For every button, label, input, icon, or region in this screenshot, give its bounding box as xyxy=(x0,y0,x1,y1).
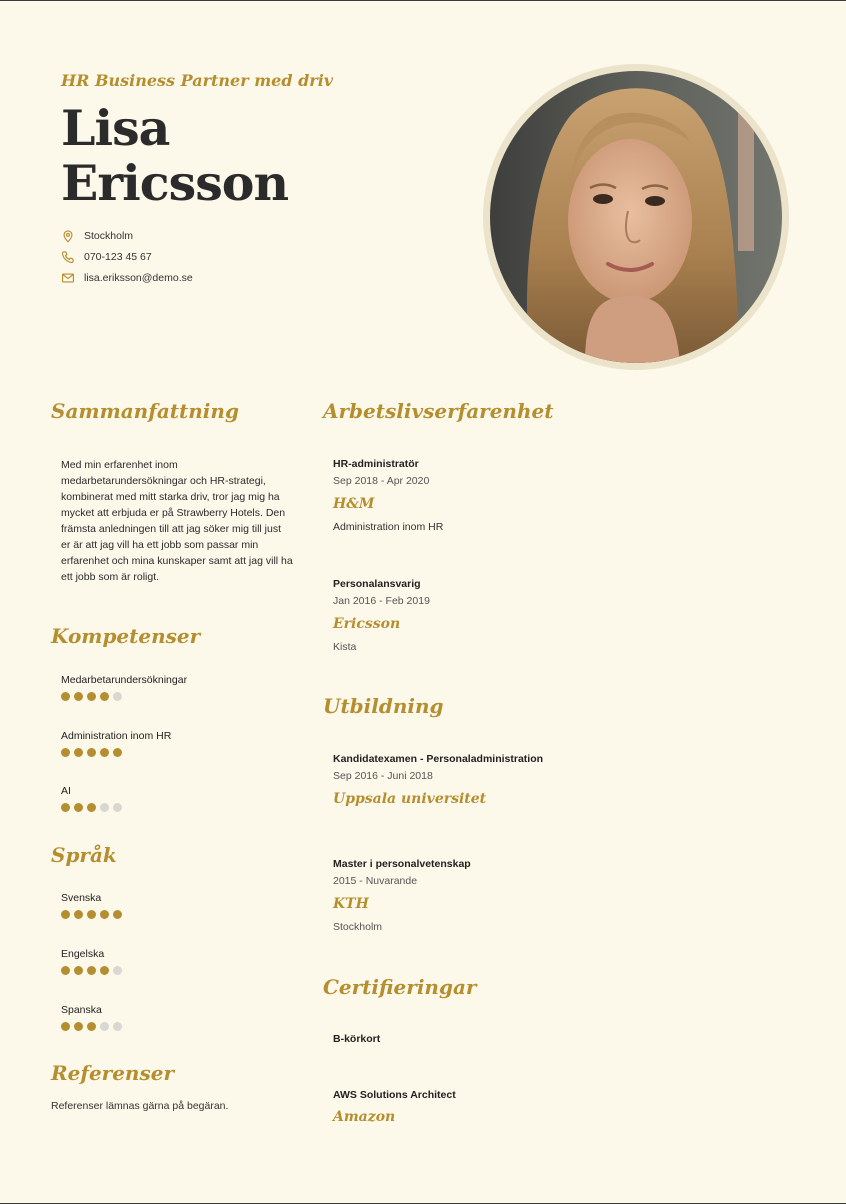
entry-title: Personalansvarig xyxy=(333,578,421,590)
rating-dot-filled xyxy=(87,748,96,757)
experience-entry xyxy=(333,577,693,653)
rating-dot-filled xyxy=(100,910,109,919)
rating-dot-filled xyxy=(87,692,96,701)
rating-dot-filled xyxy=(74,692,83,701)
entry-organization: Amazon xyxy=(333,1109,396,1125)
entry-date: Sep 2018 - Apr 2020 xyxy=(333,475,430,487)
rating-dot-empty xyxy=(113,1022,122,1031)
entry-title: HR-administratör xyxy=(333,458,419,470)
entry-description: Kista xyxy=(333,641,357,653)
language-name: Engelska xyxy=(61,948,105,960)
rating-dot-filled xyxy=(87,966,96,975)
entry-title: Master i personalvetenskap xyxy=(333,858,471,870)
job-title: HR Business Partner med driv xyxy=(61,71,334,90)
entry-description: Administration inom HR xyxy=(333,521,444,533)
location-pin-icon xyxy=(61,229,75,243)
rating-dot-empty xyxy=(113,692,122,701)
contact-location xyxy=(61,225,193,246)
entry-title: AWS Solutions Architect xyxy=(333,1089,456,1101)
section-heading-experience: Arbetslivserfarenhet xyxy=(323,399,554,423)
skill-item xyxy=(61,784,126,812)
skill-rating xyxy=(61,748,171,757)
phone-text[interactable]: 070-123 45 67 xyxy=(84,250,152,263)
rating-dot-empty xyxy=(100,803,109,812)
rating-dot-empty xyxy=(113,803,122,812)
entry-organization: Ericsson xyxy=(333,616,401,632)
mail-icon xyxy=(61,271,75,285)
rating-dot-filled xyxy=(74,1022,83,1031)
first-name: Lisa xyxy=(61,99,170,157)
entry-description: Stockholm xyxy=(333,921,383,933)
contact-email xyxy=(61,267,193,288)
rating-dot-filled xyxy=(61,748,70,757)
entry-title: B-körkort xyxy=(333,1033,381,1045)
skill-rating xyxy=(61,803,126,812)
last-name: Ericsson xyxy=(61,154,289,212)
entry-organization: H&M xyxy=(333,496,375,512)
certification-entry xyxy=(333,1088,693,1126)
skill-name: Medarbetarundersökningar xyxy=(61,674,188,686)
rating-dot-filled xyxy=(113,748,122,757)
language-name: Svenska xyxy=(61,892,102,904)
entry-date: Sep 2016 - Juni 2018 xyxy=(333,770,433,782)
rating-dot-filled xyxy=(100,748,109,757)
section-heading-certifications: Certifieringar xyxy=(323,975,477,999)
rating-dot-filled xyxy=(100,692,109,701)
rating-dot-filled xyxy=(61,966,70,975)
profile-photo xyxy=(490,71,782,363)
entry-organization: Uppsala universitet xyxy=(333,791,487,807)
rating-dot-filled xyxy=(87,1022,96,1031)
rating-dot-empty xyxy=(113,966,122,975)
summary-text: Med min erfarenhet inom medarbetarundersökningar och HR-strategi, kombinerat med mitt starka driv, tror jag mig ha mycket att erbjuda er på Strawberry Hotels. Den främsta anledningen till att jag söker mig till just er är att jag vill ha ett jobb som passar min erfarenhet och mina kunskaper samt att jag vill ha ett jobb som är roligt. xyxy=(61,459,293,583)
rating-dot-filled xyxy=(74,910,83,919)
skill-name: AI xyxy=(61,785,71,797)
language-name: Spanska xyxy=(61,1004,102,1016)
education-entry xyxy=(333,752,693,808)
rating-dot-filled xyxy=(100,966,109,975)
rating-dot-filled xyxy=(74,803,83,812)
language-item xyxy=(61,891,126,919)
rating-dot-filled xyxy=(61,1022,70,1031)
contact-list xyxy=(61,225,193,288)
rating-dot-filled xyxy=(61,803,70,812)
language-item xyxy=(61,947,126,975)
certification-entry xyxy=(333,1032,693,1046)
rating-dot-empty xyxy=(100,1022,109,1031)
section-heading-skills: Kompetenser xyxy=(51,624,201,648)
rating-dot-filled xyxy=(74,748,83,757)
skill-item xyxy=(61,729,171,757)
section-heading-references: Referenser xyxy=(51,1061,174,1085)
language-rating xyxy=(61,1022,126,1031)
rating-dot-filled xyxy=(87,910,96,919)
experience-entry xyxy=(333,457,693,533)
language-rating xyxy=(61,910,126,919)
language-item xyxy=(61,1003,126,1031)
entry-title: Kandidatexamen - Personaladministration xyxy=(333,753,544,765)
references-text: Referenser lämnas gärna på begäran. xyxy=(51,1100,229,1112)
location-text: Stockholm xyxy=(84,229,134,242)
entry-date: Jan 2016 - Feb 2019 xyxy=(333,595,430,607)
email-text[interactable]: lisa.eriksson@demo.se xyxy=(84,271,193,284)
section-heading-summary: Sammanfattning xyxy=(51,399,239,423)
entry-organization: KTH xyxy=(333,896,369,912)
skill-name: Administration inom HR xyxy=(61,730,172,742)
rating-dot-filled xyxy=(61,910,70,919)
section-heading-education: Utbildning xyxy=(323,694,444,718)
full-name xyxy=(61,101,288,211)
rating-dot-filled xyxy=(113,910,122,919)
resume-page xyxy=(0,1,846,1204)
section-heading-languages: Språk xyxy=(51,843,117,867)
contact-phone xyxy=(61,246,193,267)
rating-dot-filled xyxy=(74,966,83,975)
skill-rating xyxy=(61,692,187,701)
rating-dot-filled xyxy=(61,692,70,701)
entry-date: 2015 - Nuvarande xyxy=(333,875,418,887)
education-entry xyxy=(333,857,693,933)
phone-icon xyxy=(61,250,75,264)
rating-dot-filled xyxy=(87,803,96,812)
skill-item xyxy=(61,673,187,701)
language-rating xyxy=(61,966,126,975)
